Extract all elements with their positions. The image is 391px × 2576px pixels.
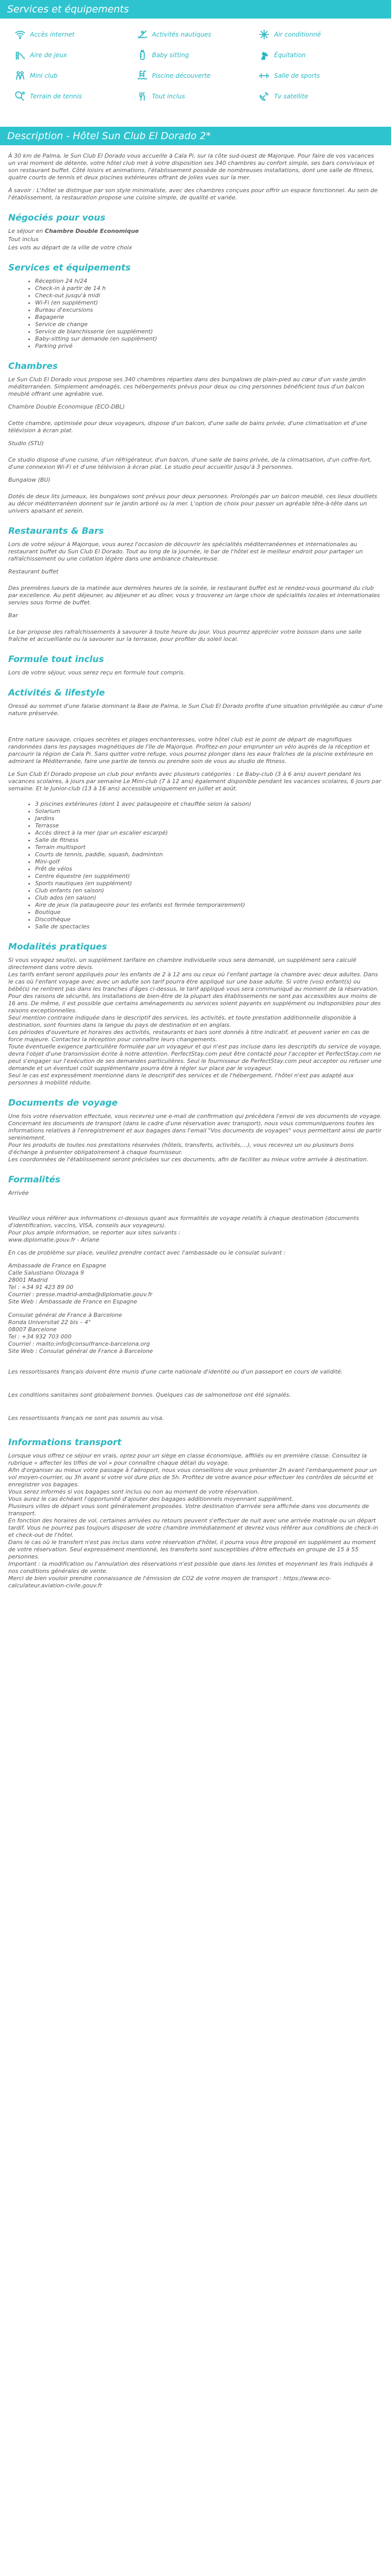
list-item: • Salle de fitness <box>35 837 383 844</box>
documents-p1: Une fois votre réservation effectuée, vous recevrez une e-mail de confirmation qui précèdera l'envoi de vos documents de voyage. <box>8 1113 382 1120</box>
room-bungalow-title: Bungalow (BU) <box>8 477 51 483</box>
transport-p3: Vous serez informés si vos bagages sont inclus ou non au moment de votre réservation. <box>8 1488 259 1495</box>
address-line: Tel : +34 932 703 000 <box>8 1333 72 1340</box>
amenity-label: Activités nautiques <box>152 31 211 38</box>
address-line: Calle Salustiano Olozaga 9 <box>8 1269 84 1276</box>
address-line: Site Web : Ambassade de France en Espagne <box>8 1298 137 1305</box>
slide-icon <box>14 49 26 61</box>
modalites-p2: Les tarifs enfant seront appliqués pour les enfants de 2 à 12 ans ou ceux où l'enfant partage la chambre avec deux adultes. Dans le cas où l'enfant voyage avec avec un adulte son tarif pourra être appliqué sur une base adulte. Si votre (vos) enfant(s) ou bébé(s) ne rentrent pas dans les tranches d'âges ci-dessus, le tarif appliqué vous sera communiqué au moment de la réservation. <box>8 971 379 992</box>
formalites-p5: En cas de problème sur place, veuillez prendre contact avec l'ambassade ou le consulat suivant : <box>8 1249 286 1256</box>
transport-p8: Important : la modification ou l'annulation des réservations n'est possible que dans les limites et moyennant les frais indiqués à nos conditions générales de vente. <box>8 1561 373 1574</box>
buffet-desc: Des premières lueurs de la matinée aux dernières heures de la soirée, le restaurant buffet est le rendez-vous gourmand du club par excellence. Au petit déjeuner, au déjeuner et au dîner, vous y trouverez un large choix de spécialités locales et internationales servies sous forme de buffet. <box>8 585 380 606</box>
amenity-air-conditionne <box>258 27 381 42</box>
dumbbell-icon <box>258 70 270 81</box>
chambres-intro: Le Sun Club El Dorado vous propose ses 340 chambres réparties dans des bungalows de plain-pied au cœur d'un vaste jardin méditerranéen. Simplement aménagés, ces hébergements prévus pour deux ou cinq personnes bénéficient tous d'un balcon meublé offrant une agréable vue. <box>8 376 366 397</box>
amenity-salle-de-sports <box>258 68 381 83</box>
transport-p5: Plusieurs villes de départ vous sont généralement proposées. Votre destination d'arrivée sera affichée dans vos documents de transport. <box>8 1503 369 1517</box>
snowflake-icon <box>258 29 270 40</box>
formalites-arrivee: Arrivée <box>8 1190 29 1196</box>
negocie-line-3: Les vols au départ de la ville de votre choix <box>8 244 133 251</box>
amenity-tout-inclus <box>137 89 259 104</box>
list-item: • Club ados (en saison) <box>35 894 383 902</box>
list-item: • Terrain multisport <box>35 844 383 851</box>
list-item: • Terrasse <box>35 822 383 829</box>
transport-heading: Informations transport <box>8 1437 122 1448</box>
list-item: • Check-in à partir de 14 h <box>35 285 383 292</box>
activites-kids-club: Le Sun Club El Dorado propose un club pour enfants avec plusieurs catégories : Le Baby-club (3 à 6 ans) ouvert pendant les vacances scolaires, à jours par semaine Le Mini-club (7 à 12 ans) également disponible pendant les vacances scolaires, 6 jours par semaine. Et le Junior-club (13 à 16 ans) accessible uniquement en juillet et août. <box>8 771 381 792</box>
address-line: Tel : +34 91 423 89 00 <box>8 1284 74 1291</box>
bar-title: Bar <box>8 612 18 619</box>
room-studio-desc: Ce studio dispose d'une cuisine, d'un réfrigérateur, d'un balcon, d'une salle de bains privée, de la climatisation, d'un coffre-fort, d'une connexion Wi-Fi et d'une télévision à écran plat. Le studio peut accueillir jusqu'à 3 personnes. <box>8 456 372 470</box>
activites-list <box>8 801 383 930</box>
formule-desc: Lors de votre séjour, vous serez reçu en formule tout compris. <box>8 669 185 676</box>
restaurants-heading: Restaurants & Bars <box>8 526 104 536</box>
transport-p7: Dans le cas où le transfert n'est pas inclus dans votre réservation d'hôtel, il pourra vous être proposé en supplément au moment de votre réservation. Seul expressément mentionné, les transferts sont susceptibles d'être effectués en groupe de 15 à 55 personnes. <box>8 1539 376 1560</box>
address-line: Consulat général de France à Barcelone <box>8 1312 122 1318</box>
room-studio-title: Studio (STU) <box>8 440 44 447</box>
description-body <box>0 145 391 1589</box>
buffet-title: Restaurant buffet <box>8 568 59 575</box>
amenity-acces-internet <box>14 27 137 42</box>
address-line: Ambassade de France en Espagne <box>8 1262 106 1269</box>
list-item: • Prêt de vélos <box>35 866 383 873</box>
amenities-title: Services et équipements <box>0 0 391 19</box>
amenity-label: Mini club <box>30 72 58 79</box>
list-item: • Centre équestre (en supplément) <box>35 873 383 880</box>
list-item: • Service de blanchisserie (en supplément) <box>35 328 383 335</box>
list-item: • Accès direct à la mer (par un escalier escarpé) <box>35 829 383 837</box>
list-item: • Discothèque <box>35 916 383 923</box>
formalites-p3: Pour plus ample information, se reporter aux sites suivants : <box>8 1229 181 1236</box>
room-eco-desc: Cette chambre, optimisée pour deux voyageurs, dispose d'un balcon, d'une salle de bains privée, d'une climatisation et d'une télévision à écran plat. <box>8 420 367 434</box>
list-item: • Mini-golf <box>35 858 383 866</box>
services-list <box>8 278 383 350</box>
list-item: • Boutique <box>35 909 383 916</box>
amenity-activites-nautiques <box>137 27 259 42</box>
consulate-address <box>8 1312 383 1355</box>
amenity-aire-de-jeux <box>14 47 137 63</box>
list-item: • Courts de tennis, paddle, squash, badminton <box>35 851 383 858</box>
modalites-p5: Les périodes d'ouverture et horaires des activités, restaurants et bars sont donnés à titre indicatif, et peuvent varier en cas de force majeure. Contactez la réception pour connaître leurs changements. <box>8 1029 369 1043</box>
amenity-equitation <box>258 47 381 63</box>
formalites-p2: Veuillez vous référer aux informations ci-dessous quant aux formalités de voyage relatifs à chaque destination (documents d'identification, vaccins, VISA, conseils aux voyageurs). <box>8 1215 359 1229</box>
chambres-heading: Chambres <box>8 361 58 371</box>
list-item: • Baby-sitting sur demande (en supplément) <box>35 335 383 343</box>
activites-intro: Oressé au sommet d'une falaise dominant la Baie de Palma, le Sun Club El Dorado profite d'une situation privilégiée au cœur d'une nature préservée. <box>8 703 383 717</box>
modalites-p6: Toute éventuelle exigence particulière formulée par un voyageur et qui n'est pas incluse dans les descriptifs du service de voyage, devra l'objet d'une transmission écrite à notre attention. PerfectStay.com peut être contacté pour l'accepter et PerfectStay.com ne peut s'engager sur l'exécution de ses demandes particulières. Seul le fournisseur de PerfectStay.com peut accepter ou refuser une demande et un éventuel coût supplémentaire pourra être à régler sur place par le voyageur. <box>8 1043 382 1072</box>
formalites-p4: www.diplomatie.gouv.fr - Ariane <box>8 1236 100 1243</box>
transport-co2: Merci de bien vouloir prendre connaissance de l'émission de CO2 de votre moyen de transport : https://www.eco-calculateur.aviation-civile.gouv.fr <box>8 1575 331 1589</box>
amenity-label: Accès internet <box>30 31 75 38</box>
intro-note: À savoir : L'hôtel se distingue par son style minimaliste, avec des chambres conçues pour offrir un espace fonctionnel. Au sein de l'établissement, la restauration propose une cuisine simple, de qualité et variée. <box>8 187 378 201</box>
amenities-grid <box>0 19 391 114</box>
amenity-label: Équitation <box>274 52 306 59</box>
room-bungalow-desc: Dotés de deux lits jumeaux, les bungalows sont prévus pour deux personnes. Prolongés par un balcon meublé, ces lieux douillets au décor méditerranéen donnent sur le jardin arboré ou la mer. L'option de choix pour passer un agréable tête-à-tête dans un univers apaisant et serein. <box>8 493 378 514</box>
documents-p4: Les coordonnées de l'établissement seront précisées sur ces documents, afin de faciliter au mieux votre arrivée à destination. <box>8 1156 369 1163</box>
list-item: • Salle de spectacles <box>35 923 383 930</box>
negocie-line-1-prefix: Le séjour en <box>8 228 45 234</box>
amenity-terrain-de-tennis <box>14 89 137 104</box>
documents-p2: Concernant les documents de transport (dans le cadre d'une réservation avec transport), nous vous communiquerons toutes les informations relatives à l'enregistrement et aux bagages dans l'email "Vos documents de voyages" vous permettant ainsi de partir sereinement. <box>8 1120 382 1141</box>
address-line: 08007 Barcelone <box>8 1326 57 1333</box>
list-item: • Bagagerie <box>35 314 383 321</box>
tennis-icon <box>14 91 26 102</box>
negocie-heading: Négociés pour vous <box>8 213 106 223</box>
amenity-mini-club <box>14 68 137 83</box>
list-item: • Solarium <box>35 808 383 815</box>
formalites-heading: Formalités <box>8 1175 60 1185</box>
formule-heading: Formule tout inclus <box>8 654 104 665</box>
formalites-id: Les ressortissants français doivent être munis d'une carte nationale d'identité ou d'un passeport en cours de validité. <box>8 1368 343 1375</box>
amenity-label: Tv satellite <box>274 93 308 100</box>
list-item: • Service de change <box>35 321 383 328</box>
list-item: • 3 piscines extérieures (dont 1 avec pataugeoire et chauffée selon la saison) <box>35 801 383 808</box>
amenity-baby-sitting <box>137 47 259 63</box>
transport-p6: En fonction des horaires de vol, certaines arrivées ou retours peuvent s'effectuer de nuit avec une arrivée matinale ou un départ tardif. Vous ne pourrez pas toujours disposer de votre chambre immédiatement et devrez vous référer aux conditions de check-in et check-out de l'hôtel. <box>8 1517 379 1538</box>
baby-bottle-icon <box>137 49 148 61</box>
transport-p1: Lorsque vous offrez ce séjour en vrais, optez pour un siège en classe économique, affiliés ou en première classe. Consultez la rubrique « affecter les tiffes de vol » pour connaître chaque détail du voyage. <box>8 1452 367 1466</box>
list-item: • Parking privé <box>35 343 383 350</box>
amenity-label: Aire de jeux <box>30 52 67 59</box>
documents-heading: Documents de voyage <box>8 1098 118 1108</box>
amenity-piscine-decouverte <box>137 68 259 83</box>
intro-paragraph: À 30 km de Palma, le Sun Club El Dorado vous accueille à Cala Pi, sur la côte sud-ouest de Majorque. Pour faire de vos vacances un vrai moment de détente, votre hôtel club met à votre disposition ses 340 chambres au confort simple, ses bars conviviaux et son restaurant buffet. Côté loisirs et animations, l'établissement possède de nombreuses installations, dont une salle de fitness, quatre courts de tennis et deux piscines extérieures offrant de jolies vues sur la mer. <box>8 152 374 181</box>
address-line: Courriel : mailto:info@consulfrance-barcelona.org <box>8 1341 150 1347</box>
amenity-label: Tout inclus <box>152 93 185 100</box>
amenity-label: Salle de sports <box>274 72 320 79</box>
transport-p4: Vous aurez le cas échéant l'opportunité d'ajouter des bagages additionnels moyennant supplément. <box>8 1496 294 1502</box>
bar-desc: Le bar propose des rafraîchissements à savourer à toute heure du jour. Vous pourrez apprécier votre boisson dans une salle fraîche et accueillante ou la savourer sur la terrasse, pour profiter du soleil local. <box>8 629 362 642</box>
services-heading: Services et équipements <box>8 263 131 273</box>
room-eco-title: Chambre Double Economique (ECO-DBL) <box>8 403 125 410</box>
kayak-icon <box>137 29 148 40</box>
amenity-label: Terrain de tennis <box>30 93 82 100</box>
activites-heading: Activités & lifestyle <box>8 688 105 698</box>
list-item: • Check-out jusqu'à midi <box>35 292 383 299</box>
mini-club-icon <box>14 70 26 81</box>
description-title: Description - Hôtel Sun Club El Dorado 2* <box>0 127 391 145</box>
list-item: • Sports nautiques (en supplément) <box>35 880 383 887</box>
modalites-heading: Modalités pratiques <box>8 942 107 952</box>
amenity-tv-satellite <box>258 89 381 104</box>
modalites-p4: Seul mention contraire indiquée dans le descriptif des services, les activités, et toute prestation additionnelle disponible à destination, sont fournies dans la langue du pays de destination et en anglais. <box>8 1014 356 1028</box>
address-line: 28001 Madrid <box>8 1277 48 1283</box>
satellite-icon <box>258 91 270 102</box>
address-line: Ronda Universitat 22 bis – 4° <box>8 1319 91 1326</box>
negocie-line-2: Tout inclus <box>8 236 39 243</box>
documents-p3: Pour les produits de toutes nos prestations réservées (hôtels, transferts, activités,...), vous recevrez un ou plusieurs bons d'échange à présenter obligatoirement à chaque fournisseur. <box>8 1142 354 1156</box>
amenity-label: Baby sitting <box>152 52 189 59</box>
formalites-visa: Les ressortissants français ne sont pas soumis au visa. <box>8 1415 164 1421</box>
negocie-line-1 <box>8 228 383 235</box>
embassy-address <box>8 1262 383 1306</box>
amenity-label: Piscine découverte <box>152 72 211 79</box>
list-item: • Wi-Fi (en supplément) <box>35 299 383 307</box>
modalites-p7: Seul le cas est expressément mentionné dans le descriptif des services et de l'hébergement, l'hôtel n'est pas adapté aux personnes à mobilité réduite. <box>8 1072 354 1086</box>
horse-icon <box>258 49 270 61</box>
restaurants-intro: Lors de votre séjour à Majorque, vous aurez l'occasion de découvrir les spécialités méditerranéennes et internationales au restaurant buffet du Sun Club El Dorado. Tout au long de la journée, le bar de l'hôtel est le meilleur endroit pour partager un rafraîchissement ou une collation légère dans une ambiance chaleureuse. <box>8 541 363 562</box>
modalites-p3: Pour des raisons de sécurité, les installations de bien-être de la plupart des établissements ne sont pas accessibles aux moins de 16 ans. De même, il est possible que certains aménagements ou services soient payants en supplément ou indisponibles pour des raisons exceptionnelles. <box>8 993 381 1014</box>
address-line: Site Web : Consulat général de France à Barcelone <box>8 1348 153 1354</box>
formalites-health: Les conditions sanitaires sont globalement bonnes. Quelques cas de salmonellose ont été signalés. <box>8 1392 291 1398</box>
list-item: • Club enfants (en saison) <box>35 887 383 894</box>
list-item: • Réception 24 h/24 <box>35 278 383 285</box>
list-item: • Jardins <box>35 815 383 822</box>
wifi-icon <box>14 29 26 40</box>
transport-p2: Afin d'organiser au mieux votre passage à l'aéroport, nous vous conseillons de vous présenter 2h avant l'embarquement pour un vol moyen-courrier, ou 3h avant si votre vol dure plus de 5h. Profitez de votre avance pour effectuer les contrôles de sécurité et enregistrer vos bagages. <box>8 1467 377 1488</box>
negocie-room-type: Chambre Double Economique <box>44 228 139 234</box>
address-line: Courriel : presse.madrid-amba@diplomatie.gouv.fr <box>8 1291 153 1298</box>
all-inclusive-icon <box>137 91 148 102</box>
amenity-label: Air conditionné <box>274 31 321 38</box>
list-item: • Aire de jeux (la pataugeoire pour les enfants est fermée temporairement) <box>35 902 383 909</box>
list-item: • Bureau d'excursions <box>35 307 383 314</box>
activites-nature: Entre nature sauvage, criques secrètes et plages enchanteresses, votre hôtel club est le point de départ de magnifiques randonnées dans les paysages magnétiques de l'île de Majorque. Profitez-en pour emprunter un vélo auprès de la réception et parcourir la région de Cala Pi. Sans quitter votre refuge, vous pourrez plonger dans les eaux fraîches de la piscine extérieure en admirant la Méditerranée, faire une partie de tennis ou prendre soin de vous au studio de fitness. <box>8 736 373 765</box>
pool-icon <box>137 70 148 81</box>
modalites-p1: Si vous voyagez seul(e), un supplément tarifaire en chambre individuelle vous sera demandé, un supplément sera calculé directement dans votre devis. <box>8 957 356 971</box>
